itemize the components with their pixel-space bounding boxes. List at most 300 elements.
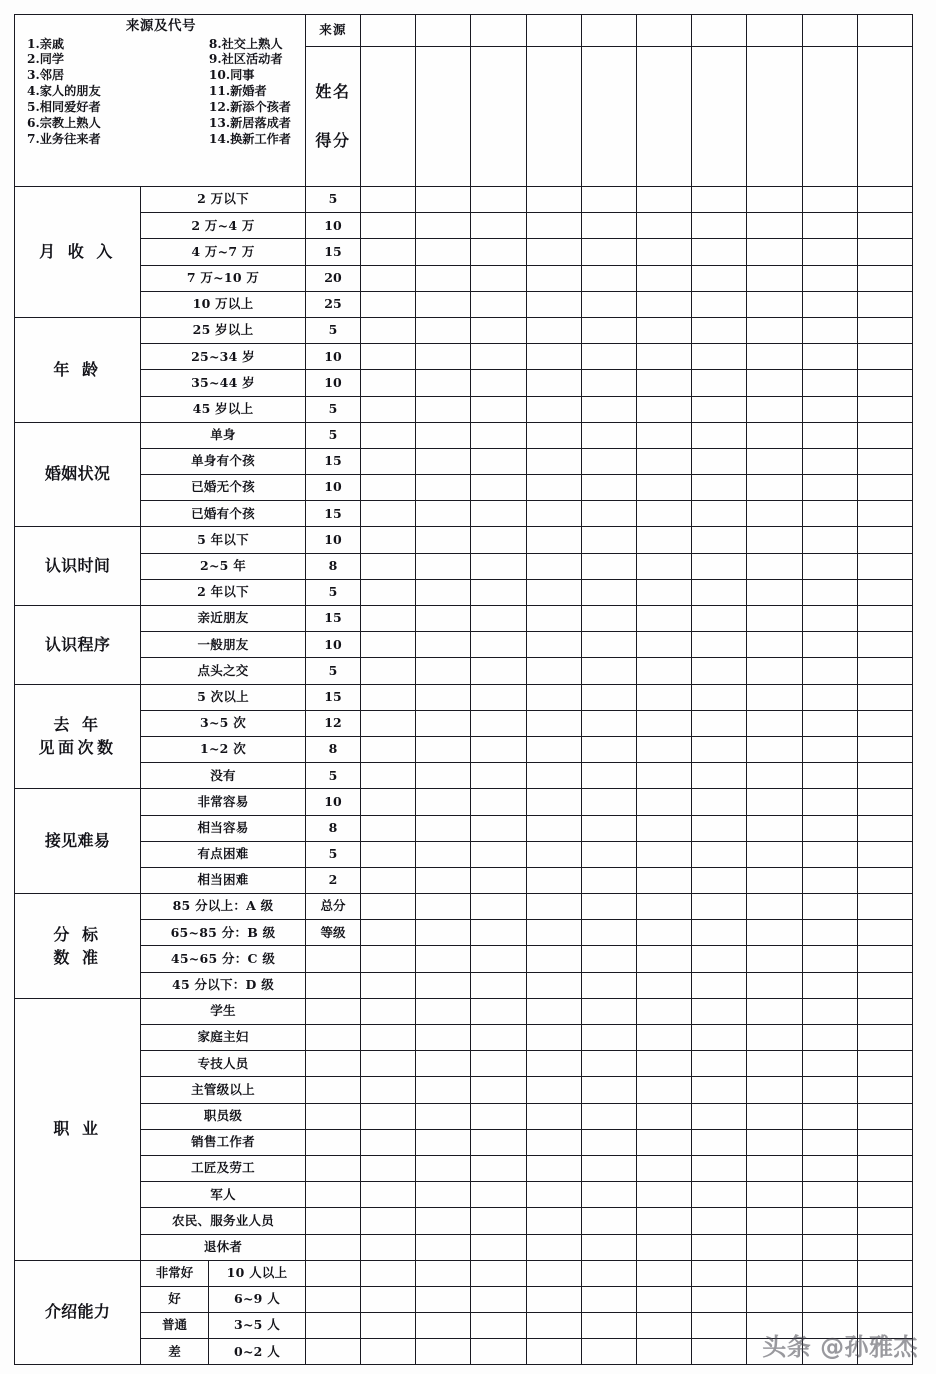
data-cell[interactable] (747, 1208, 802, 1234)
data-cell[interactable] (692, 239, 747, 265)
data-cell[interactable] (802, 553, 857, 579)
data-cell[interactable] (416, 1208, 471, 1234)
data-cell[interactable] (416, 815, 471, 841)
data-cell[interactable] (361, 736, 416, 762)
data-cell[interactable] (692, 187, 747, 213)
data-cell[interactable] (636, 606, 691, 632)
data-cell[interactable] (747, 1103, 802, 1129)
data-cell[interactable] (636, 1313, 691, 1339)
data-cell[interactable] (636, 736, 691, 762)
data-cell[interactable] (857, 736, 912, 762)
data-cell[interactable] (857, 1051, 912, 1077)
data-cell[interactable] (361, 422, 416, 448)
data-cell[interactable] (581, 1077, 636, 1103)
data-cell[interactable] (692, 1182, 747, 1208)
data-cell[interactable] (581, 920, 636, 946)
data-cell[interactable] (471, 815, 526, 841)
data-cell[interactable] (802, 763, 857, 789)
data-cell[interactable] (692, 422, 747, 448)
data-cell[interactable] (361, 946, 416, 972)
data-cell[interactable] (581, 370, 636, 396)
data-cell[interactable] (857, 920, 912, 946)
data-cell[interactable] (636, 239, 691, 265)
data-cell[interactable] (526, 448, 581, 474)
data-cell[interactable] (692, 1313, 747, 1339)
data-cell[interactable] (526, 710, 581, 736)
data-cell[interactable] (361, 1025, 416, 1051)
data-cell[interactable] (747, 710, 802, 736)
data-cell[interactable] (471, 763, 526, 789)
data-cell[interactable] (471, 946, 526, 972)
data-cell[interactable] (747, 972, 802, 998)
data-cell[interactable] (471, 501, 526, 527)
data-cell[interactable] (692, 291, 747, 317)
data-cell[interactable] (416, 527, 471, 553)
data-cell[interactable] (857, 1182, 912, 1208)
data-cell[interactable] (526, 684, 581, 710)
data-cell[interactable] (416, 15, 471, 47)
data-cell[interactable] (857, 501, 912, 527)
data-cell[interactable] (526, 1025, 581, 1051)
data-cell[interactable] (361, 265, 416, 291)
data-cell[interactable] (526, 1155, 581, 1181)
data-cell[interactable] (636, 710, 691, 736)
data-cell[interactable] (636, 1077, 691, 1103)
data-cell[interactable] (857, 239, 912, 265)
data-cell[interactable] (526, 1103, 581, 1129)
data-cell[interactable] (471, 370, 526, 396)
data-cell[interactable] (747, 632, 802, 658)
data-cell[interactable] (526, 47, 581, 187)
data-cell[interactable] (636, 972, 691, 998)
data-cell[interactable] (747, 47, 802, 187)
data-cell[interactable] (581, 684, 636, 710)
data-cell[interactable] (747, 317, 802, 343)
data-cell[interactable] (747, 1182, 802, 1208)
data-cell[interactable] (471, 1155, 526, 1181)
data-cell[interactable] (692, 15, 747, 47)
data-cell[interactable] (526, 1313, 581, 1339)
data-cell[interactable] (471, 396, 526, 422)
data-cell[interactable] (416, 475, 471, 501)
data-cell[interactable] (526, 1051, 581, 1077)
data-cell[interactable] (636, 15, 691, 47)
data-cell[interactable] (526, 344, 581, 370)
data-cell[interactable] (416, 396, 471, 422)
data-cell[interactable] (416, 291, 471, 317)
data-cell[interactable] (526, 239, 581, 265)
data-cell[interactable] (471, 841, 526, 867)
data-cell[interactable] (636, 1103, 691, 1129)
data-cell[interactable] (526, 815, 581, 841)
data-cell[interactable] (581, 894, 636, 920)
data-cell[interactable] (526, 1208, 581, 1234)
data-cell[interactable] (471, 1182, 526, 1208)
data-cell[interactable] (747, 239, 802, 265)
data-cell[interactable] (526, 1234, 581, 1260)
data-cell[interactable] (636, 684, 691, 710)
data-cell[interactable] (471, 972, 526, 998)
data-cell[interactable] (636, 265, 691, 291)
data-cell[interactable] (747, 763, 802, 789)
data-cell[interactable] (802, 1208, 857, 1234)
data-cell[interactable] (471, 684, 526, 710)
data-cell[interactable] (361, 1234, 416, 1260)
data-cell[interactable] (636, 553, 691, 579)
data-cell[interactable] (636, 632, 691, 658)
data-cell[interactable] (692, 501, 747, 527)
data-cell[interactable] (857, 1155, 912, 1181)
data-cell[interactable] (636, 1155, 691, 1181)
data-cell[interactable] (416, 1051, 471, 1077)
data-cell[interactable] (471, 606, 526, 632)
data-cell[interactable] (802, 239, 857, 265)
data-cell[interactable] (471, 1339, 526, 1365)
data-cell[interactable] (857, 1234, 912, 1260)
data-cell[interactable] (802, 475, 857, 501)
data-cell[interactable] (526, 213, 581, 239)
data-cell[interactable] (526, 1286, 581, 1312)
data-cell[interactable] (416, 448, 471, 474)
data-cell[interactable] (416, 763, 471, 789)
data-cell[interactable] (471, 448, 526, 474)
data-cell[interactable] (361, 239, 416, 265)
data-cell[interactable] (747, 946, 802, 972)
data-cell[interactable] (802, 1260, 857, 1286)
data-cell[interactable] (581, 1339, 636, 1365)
data-cell[interactable] (581, 47, 636, 187)
data-cell[interactable] (802, 1051, 857, 1077)
data-cell[interactable] (747, 501, 802, 527)
data-cell[interactable] (526, 789, 581, 815)
data-cell[interactable] (471, 867, 526, 893)
data-cell[interactable] (802, 1286, 857, 1312)
data-cell[interactable] (692, 998, 747, 1024)
data-cell[interactable] (581, 448, 636, 474)
data-cell[interactable] (692, 1155, 747, 1181)
data-cell[interactable] (526, 1260, 581, 1286)
data-cell[interactable] (802, 841, 857, 867)
data-cell[interactable] (361, 291, 416, 317)
data-cell[interactable] (526, 763, 581, 789)
data-cell[interactable] (526, 658, 581, 684)
data-cell[interactable] (636, 396, 691, 422)
data-cell[interactable] (636, 841, 691, 867)
data-cell[interactable] (636, 579, 691, 605)
data-cell[interactable] (747, 187, 802, 213)
data-cell[interactable] (747, 265, 802, 291)
data-cell[interactable] (361, 789, 416, 815)
data-cell[interactable] (636, 815, 691, 841)
data-cell[interactable] (692, 867, 747, 893)
data-cell[interactable] (857, 265, 912, 291)
data-cell[interactable] (526, 579, 581, 605)
data-cell[interactable] (747, 841, 802, 867)
data-cell[interactable] (471, 1313, 526, 1339)
data-cell[interactable] (581, 972, 636, 998)
data-cell[interactable] (526, 972, 581, 998)
data-cell[interactable] (581, 291, 636, 317)
data-cell[interactable] (416, 684, 471, 710)
data-cell[interactable] (471, 1051, 526, 1077)
data-cell[interactable] (361, 448, 416, 474)
data-cell[interactable] (802, 396, 857, 422)
data-cell[interactable] (636, 187, 691, 213)
data-cell[interactable] (581, 1313, 636, 1339)
data-cell[interactable] (802, 998, 857, 1024)
data-cell[interactable] (361, 370, 416, 396)
data-cell[interactable] (471, 579, 526, 605)
data-cell[interactable] (802, 1234, 857, 1260)
data-cell[interactable] (471, 1025, 526, 1051)
data-cell[interactable] (857, 1025, 912, 1051)
data-cell[interactable] (747, 553, 802, 579)
data-cell[interactable] (857, 710, 912, 736)
data-cell[interactable] (636, 344, 691, 370)
data-cell[interactable] (747, 475, 802, 501)
data-cell[interactable] (802, 265, 857, 291)
data-cell[interactable] (361, 632, 416, 658)
data-cell[interactable] (857, 47, 912, 187)
data-cell[interactable] (581, 815, 636, 841)
data-cell[interactable] (471, 1208, 526, 1234)
data-cell[interactable] (416, 370, 471, 396)
data-cell[interactable] (802, 920, 857, 946)
data-cell[interactable] (471, 1077, 526, 1103)
data-cell[interactable] (802, 658, 857, 684)
data-cell[interactable] (581, 1208, 636, 1234)
data-cell[interactable] (526, 606, 581, 632)
data-cell[interactable] (692, 946, 747, 972)
data-cell[interactable] (416, 920, 471, 946)
data-cell[interactable] (692, 841, 747, 867)
data-cell[interactable] (747, 291, 802, 317)
data-cell[interactable] (692, 317, 747, 343)
data-cell[interactable] (747, 894, 802, 920)
data-cell[interactable] (636, 1339, 691, 1365)
data-cell[interactable] (857, 213, 912, 239)
data-cell[interactable] (857, 894, 912, 920)
data-cell[interactable] (526, 1182, 581, 1208)
data-cell[interactable] (361, 658, 416, 684)
data-cell[interactable] (802, 527, 857, 553)
data-cell[interactable] (747, 527, 802, 553)
data-cell[interactable] (416, 579, 471, 605)
data-cell[interactable] (857, 972, 912, 998)
data-cell[interactable] (581, 763, 636, 789)
data-cell[interactable] (857, 1077, 912, 1103)
data-cell[interactable] (471, 789, 526, 815)
data-cell[interactable] (636, 317, 691, 343)
data-cell[interactable] (857, 291, 912, 317)
data-cell[interactable] (857, 998, 912, 1024)
data-cell[interactable] (636, 789, 691, 815)
data-cell[interactable] (581, 527, 636, 553)
data-cell[interactable] (416, 1129, 471, 1155)
data-cell[interactable] (361, 920, 416, 946)
data-cell[interactable] (802, 1077, 857, 1103)
data-cell[interactable] (581, 946, 636, 972)
data-cell[interactable] (802, 867, 857, 893)
data-cell[interactable] (416, 1339, 471, 1365)
data-cell[interactable] (636, 658, 691, 684)
data-cell[interactable] (802, 501, 857, 527)
data-cell[interactable] (361, 710, 416, 736)
data-cell[interactable] (802, 946, 857, 972)
data-cell[interactable] (692, 1103, 747, 1129)
data-cell[interactable] (636, 946, 691, 972)
data-cell[interactable] (802, 1025, 857, 1051)
data-cell[interactable] (636, 1260, 691, 1286)
data-cell[interactable] (747, 422, 802, 448)
data-cell[interactable] (747, 396, 802, 422)
data-cell[interactable] (416, 265, 471, 291)
data-cell[interactable] (857, 789, 912, 815)
data-cell[interactable] (471, 658, 526, 684)
data-cell[interactable] (526, 317, 581, 343)
data-cell[interactable] (747, 998, 802, 1024)
data-cell[interactable] (471, 187, 526, 213)
data-cell[interactable] (471, 710, 526, 736)
data-cell[interactable] (692, 1234, 747, 1260)
data-cell[interactable] (581, 422, 636, 448)
data-cell[interactable] (416, 1260, 471, 1286)
data-cell[interactable] (581, 632, 636, 658)
data-cell[interactable] (361, 1155, 416, 1181)
data-cell[interactable] (526, 553, 581, 579)
data-cell[interactable] (581, 1051, 636, 1077)
data-cell[interactable] (636, 370, 691, 396)
data-cell[interactable] (747, 1155, 802, 1181)
data-cell[interactable] (361, 553, 416, 579)
data-cell[interactable] (361, 501, 416, 527)
data-cell[interactable] (581, 213, 636, 239)
data-cell[interactable] (857, 422, 912, 448)
data-cell[interactable] (747, 815, 802, 841)
data-cell[interactable] (857, 946, 912, 972)
data-cell[interactable] (802, 15, 857, 47)
data-cell[interactable] (416, 972, 471, 998)
data-cell[interactable] (581, 1103, 636, 1129)
data-cell[interactable] (692, 658, 747, 684)
data-cell[interactable] (416, 789, 471, 815)
data-cell[interactable] (361, 527, 416, 553)
data-cell[interactable] (581, 344, 636, 370)
data-cell[interactable] (636, 1182, 691, 1208)
data-cell[interactable] (361, 763, 416, 789)
data-cell[interactable] (857, 867, 912, 893)
data-cell[interactable] (857, 815, 912, 841)
data-cell[interactable] (747, 789, 802, 815)
data-cell[interactable] (636, 291, 691, 317)
data-cell[interactable] (416, 606, 471, 632)
data-cell[interactable] (857, 553, 912, 579)
data-cell[interactable] (636, 501, 691, 527)
data-cell[interactable] (692, 606, 747, 632)
data-cell[interactable] (526, 1077, 581, 1103)
data-cell[interactable] (802, 710, 857, 736)
data-cell[interactable] (857, 396, 912, 422)
data-cell[interactable] (802, 606, 857, 632)
data-cell[interactable] (581, 501, 636, 527)
data-cell[interactable] (802, 422, 857, 448)
data-cell[interactable] (416, 1103, 471, 1129)
data-cell[interactable] (692, 710, 747, 736)
data-cell[interactable] (471, 265, 526, 291)
data-cell[interactable] (747, 370, 802, 396)
data-cell[interactable] (857, 1339, 912, 1365)
data-cell[interactable] (692, 894, 747, 920)
data-cell[interactable] (802, 736, 857, 762)
data-cell[interactable] (361, 1182, 416, 1208)
data-cell[interactable] (581, 579, 636, 605)
data-cell[interactable] (692, 475, 747, 501)
data-cell[interactable] (692, 213, 747, 239)
data-cell[interactable] (526, 396, 581, 422)
data-cell[interactable] (692, 1077, 747, 1103)
data-cell[interactable] (471, 47, 526, 187)
data-cell[interactable] (471, 239, 526, 265)
data-cell[interactable] (802, 291, 857, 317)
data-cell[interactable] (361, 475, 416, 501)
data-cell[interactable] (416, 501, 471, 527)
data-cell[interactable] (471, 1234, 526, 1260)
data-cell[interactable] (416, 1025, 471, 1051)
data-cell[interactable] (526, 527, 581, 553)
data-cell[interactable] (692, 736, 747, 762)
data-cell[interactable] (802, 1313, 857, 1339)
data-cell[interactable] (636, 998, 691, 1024)
data-cell[interactable] (692, 344, 747, 370)
data-cell[interactable] (361, 1208, 416, 1234)
data-cell[interactable] (636, 867, 691, 893)
data-cell[interactable] (526, 1339, 581, 1365)
data-cell[interactable] (416, 344, 471, 370)
data-cell[interactable] (857, 1260, 912, 1286)
data-cell[interactable] (581, 867, 636, 893)
data-cell[interactable] (857, 1313, 912, 1339)
data-cell[interactable] (692, 579, 747, 605)
data-cell[interactable] (857, 763, 912, 789)
data-cell[interactable] (361, 815, 416, 841)
data-cell[interactable] (692, 1051, 747, 1077)
data-cell[interactable] (802, 448, 857, 474)
data-cell[interactable] (526, 998, 581, 1024)
data-cell[interactable] (526, 370, 581, 396)
data-cell[interactable] (692, 815, 747, 841)
data-cell[interactable] (471, 317, 526, 343)
data-cell[interactable] (581, 317, 636, 343)
data-cell[interactable] (416, 998, 471, 1024)
data-cell[interactable] (581, 736, 636, 762)
data-cell[interactable] (802, 344, 857, 370)
data-cell[interactable] (361, 867, 416, 893)
data-cell[interactable] (857, 1286, 912, 1312)
data-cell[interactable] (692, 789, 747, 815)
data-cell[interactable] (857, 841, 912, 867)
data-cell[interactable] (416, 710, 471, 736)
data-cell[interactable] (471, 1103, 526, 1129)
data-cell[interactable] (361, 1051, 416, 1077)
data-cell[interactable] (416, 187, 471, 213)
data-cell[interactable] (416, 867, 471, 893)
data-cell[interactable] (636, 763, 691, 789)
data-cell[interactable] (747, 448, 802, 474)
data-cell[interactable] (361, 396, 416, 422)
data-cell[interactable] (416, 1077, 471, 1103)
data-cell[interactable] (581, 1155, 636, 1181)
data-cell[interactable] (857, 658, 912, 684)
